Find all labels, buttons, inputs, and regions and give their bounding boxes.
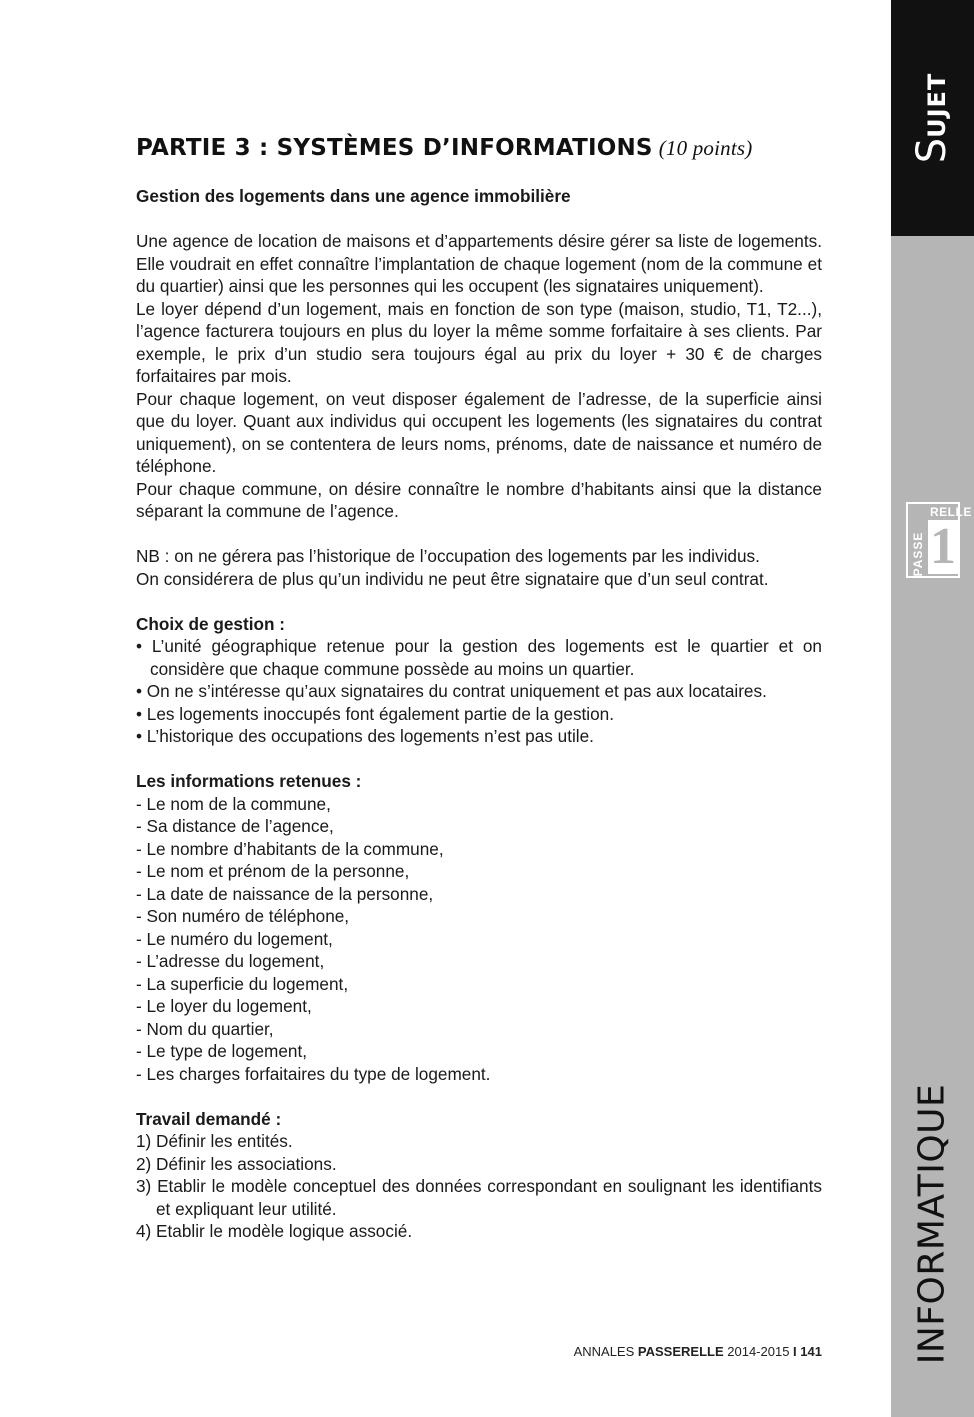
choix-item: • Les logements inoccupés font également partie de la gestion. <box>136 703 615 724</box>
footer-prefix: ANNALES <box>573 1344 635 1359</box>
infos-heading: Les informations retenues : <box>136 771 362 791</box>
title-main: PARTIE 3 : SYSTÈMES D’INFORMATIONS <box>136 135 653 161</box>
document-body <box>136 185 822 1243</box>
travail-item: 4) Etablir le modèle logique associé. <box>136 1221 413 1241</box>
page-title <box>136 135 752 161</box>
page-footer <box>574 1344 822 1359</box>
infos-item: - Le loyer du logement, <box>136 996 312 1016</box>
choix-item: • L’historique des occupations des logements n’est pas utile. <box>136 726 594 746</box>
sujet-rest: UJET <box>923 72 951 138</box>
infos-item: - La superficie du logement, <box>136 973 349 994</box>
infos-item: - Le type de logement, <box>136 1041 308 1061</box>
nb-line: NB : on ne gérera pas l’historique de l’occupation des logements par les individus. <box>136 546 760 566</box>
infos-item: - Le nom de la commune, <box>136 793 331 814</box>
choix-item: • L’unité géographique retenue pour la gestion des logements est le quartier et on considère que chaque commune possède au moins un quartier. <box>136 636 822 679</box>
choix-item: • On ne s’intéresse qu’aux signataires du contrat uniquement et pas aux locataires. <box>136 681 767 701</box>
title-points: (10 points) <box>658 136 753 160</box>
logo-passe: PASSE <box>911 531 925 577</box>
subtitle: Gestion des logements dans une agence immobilière <box>136 186 571 206</box>
intro-paragraph: Pour chaque commune, on désire connaître le nombre d’habitants ainsi que la distance séparant la commune de l’agence. <box>136 478 822 521</box>
infos-item: - Sa distance de l’agence, <box>136 816 334 836</box>
subject-label: INFORMATIQUE <box>911 1083 953 1365</box>
page-number: 141 <box>800 1344 822 1359</box>
infos-item: - Les charges forfaitaires du type de logement. <box>136 1063 491 1084</box>
travail-item: 3) Etablir le modèle conceptuel des données correspondant en soulignant les identifiants et expliquant leur utilité. <box>136 1176 822 1219</box>
infos-item: - Le numéro du logement, <box>136 928 333 949</box>
travail-item: 1) Définir les entités. <box>136 1131 293 1151</box>
infos-item: - L’adresse du logement, <box>136 951 325 971</box>
logo-number: 1 <box>930 518 956 575</box>
infos-item: - La date de naissance de la personne, <box>136 883 434 904</box>
passerelle-logo <box>906 502 972 578</box>
intro-paragraph: Le loyer dépend d’un logement, mais en fonction de son type (maison, studio, T1, T2...), l’agence facturera toujours en plus du loyer la même somme forfaitaire à ses clients. Par exemple, le prix d’un studio sera toujours égal au prix du loyer + 30 € de charges forfaitaires par mois. <box>136 298 822 386</box>
infos-item: - Nom du quartier, <box>136 1018 274 1039</box>
infos-item: - Son numéro de téléphone, <box>136 906 350 926</box>
intro-paragraph: Pour chaque logement, on veut disposer également de l’adresse, de la superficie ainsi que du loyer. Quant aux individus qui occupent les logements (les signataires du contrat uniquement), on se contentera de leurs noms, prénoms, date de naissance et numéro de téléphone. <box>136 388 822 476</box>
sujet-label <box>909 73 955 164</box>
intro-paragraph: Une agence de location de maisons et d’appartements désire gérer sa liste de logements. Elle voudrait en effet connaître l’implantation de chaque logement (nom de la commune et du quartier) ainsi que les personnes qui les occupent (les signataires uniquement). <box>136 231 822 296</box>
nb-line: On considérera de plus qu’un individu ne peut être signataire que d’un seul contrat. <box>136 568 769 589</box>
travail-heading: Travail demandé : <box>136 1108 282 1129</box>
footer-separator: I <box>793 1344 797 1359</box>
sujet-cap: S <box>909 137 955 164</box>
infos-item: - Le nombre d’habitants de la commune, <box>136 838 444 859</box>
footer-brand: PASSERELLE <box>637 1344 724 1359</box>
infos-item: - Le nom et prénom de la personne, <box>136 861 410 881</box>
footer-years: 2014-2015 <box>727 1344 790 1359</box>
travail-item: 2) Définir les associations. <box>136 1153 337 1174</box>
logo-relle: RELLE <box>930 505 972 519</box>
choix-heading: Choix de gestion : <box>136 613 285 634</box>
